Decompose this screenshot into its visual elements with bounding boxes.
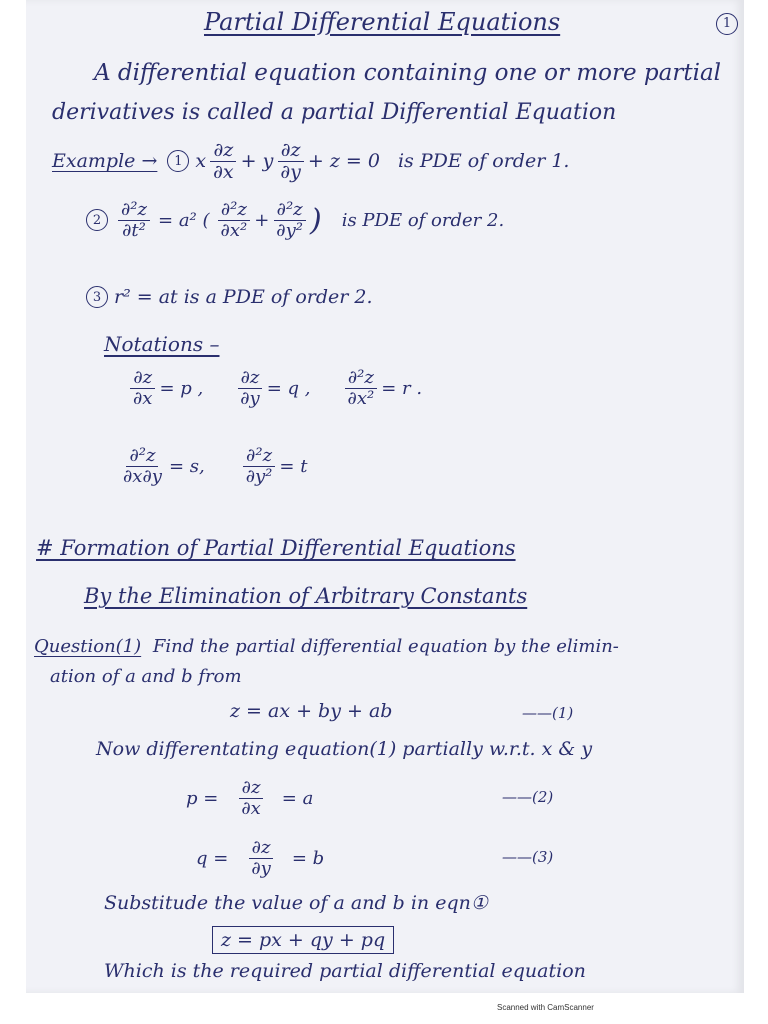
notation-q-den: ∂y [240,387,260,409]
notation-t-frac [243,446,276,487]
example-1-number: 1 [167,150,189,172]
notation-p-frac [130,368,155,409]
question-label: Question(1) [34,636,142,657]
example-3-number: 3 [86,286,108,308]
notation-r-den: ∂x² [347,387,375,409]
notation-r-val: = r . [381,377,423,399]
ex2-lhs-den: ∂t² [122,219,146,241]
ex2-lhs [118,200,150,241]
q-frac [248,838,273,879]
ex2-term2 [273,200,306,241]
notation-p-num: ∂z [130,368,155,389]
notation-q-frac [237,368,262,409]
definition-line-1: A differential equation containing one or more partial [94,60,722,86]
question-line-1 [34,636,619,657]
notation-t-den: ∂y² [245,465,273,487]
ex2-term2-num: ∂²z [274,200,306,221]
ex2-close: ) [310,202,322,238]
page-title: Partial Differential Equations [204,8,561,36]
question-line-2: ation of a and b from [50,666,242,687]
q-val: = b [291,847,325,869]
ex2-term1-num: ∂²z [218,200,250,221]
equation-2-tag: ——(2) [502,788,554,806]
ex2-plus: + [254,209,270,231]
notation-s-den: ∂x∂y [123,465,162,487]
ex2-lhs-num: ∂²z [118,200,150,221]
example-2-number: 2 [86,209,108,231]
ex2-term1 [218,200,251,241]
notation-s-frac [120,446,165,487]
ex1-dzdx [210,140,237,183]
example-label: Example → [52,150,158,173]
equation-1-tag: ——(1) [522,704,574,722]
example-2 [86,200,504,241]
page-number-circle: 1 [716,13,738,35]
section-heading: # Formation of Partial Differential Equations [36,536,516,560]
example-1 [52,140,569,183]
ex1-dzdx-num: ∂z [210,140,236,162]
equation-p [186,778,313,819]
notation-t-val: = t [279,455,308,477]
ex1-desc: is PDE of order 1. [397,150,570,173]
notation-q-val: = q , [266,377,311,399]
notebook-page [26,0,744,993]
notation-p-val: = p , [159,377,204,399]
ex1-dzdy [277,140,304,183]
q-frac-num: ∂z [249,838,274,859]
p-frac [238,778,263,819]
ex1-dzdy-den: ∂y [280,160,301,183]
question-text-1: Find the partial differential equation by the elimin- [152,636,619,657]
notations-row-2 [116,446,307,487]
ex1-x: x [195,150,207,173]
p-lhs: p = [186,787,219,809]
equation-q [196,838,324,879]
ex2-term1-den: ∂x² [220,219,248,241]
p-frac-den: ∂x [241,797,261,819]
q-frac-den: ∂y [251,857,271,879]
notation-q-num: ∂z [238,368,263,389]
equation-3-tag: ——(3) [502,848,554,866]
substitute-line: Substitude the value of a and b in eqn① [104,892,488,914]
definition-line-2: derivatives is called a partial Differential Equation [52,100,617,125]
page-number [716,12,744,35]
notation-p-den: ∂x [133,387,153,409]
conclusion-line: Which is the required partial differential equation [104,960,586,982]
ex2-term2-den: ∂y² [276,219,303,241]
ex1-dzdy-num: ∂z [278,140,304,162]
p-val: = a [281,787,314,809]
p-frac-num: ∂z [239,778,264,799]
notation-s-num: ∂²z [126,446,158,467]
ex1-plus-y: + y [240,150,274,173]
ex2-eq: = a² ( [158,209,210,231]
notations-row-1 [126,368,422,409]
scanner-footer: Scanned with CamScanner [497,1003,594,1012]
notation-t-num: ∂²z [243,446,275,467]
section-subheading: By the Elimination of Arbitrary Constants [84,584,528,608]
notation-s-val: = s, [168,455,205,477]
example-3 [86,286,373,308]
equation-1: z = ax + by + ab [230,700,393,722]
notations-heading: Notations – [104,332,220,356]
ex1-dzdx-den: ∂x [213,160,234,183]
result-equation: z = px + qy + pq [212,926,394,954]
ex1-rest: + z = 0 [307,150,380,173]
ex2-desc: is PDE of order 2. [341,209,505,231]
q-lhs: q = [196,847,229,869]
ex3-text: r² = at is a PDE of order 2. [114,286,373,308]
notation-r-num: ∂²z [345,368,377,389]
notation-r-frac [345,368,378,409]
differentiate-line: Now differentating equation(1) partially w.r.t. x & y [96,738,593,760]
